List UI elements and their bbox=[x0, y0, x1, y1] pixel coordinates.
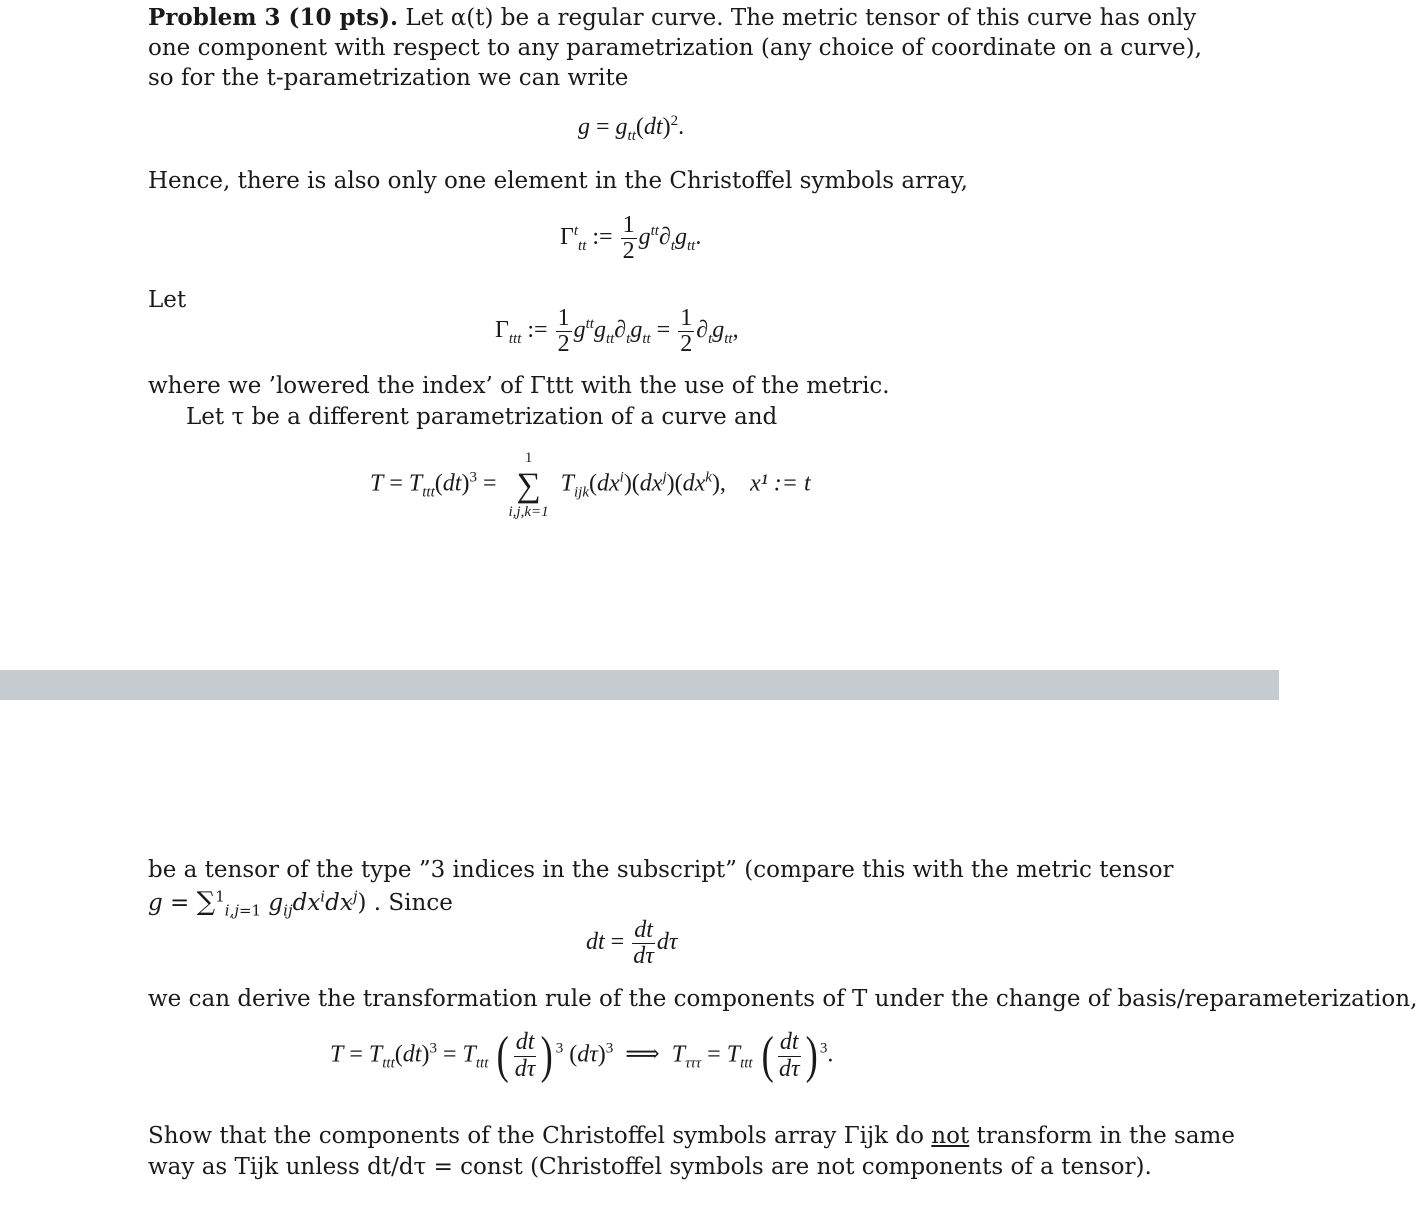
show-line-1-b: transform in the same bbox=[976, 1123, 1235, 1149]
equation-T-right: x¹ := t bbox=[749, 470, 811, 497]
problem-heading: Problem 3 (10 pts). bbox=[148, 4, 399, 31]
intro-line-3: so for the t-parametrization we can write bbox=[148, 65, 629, 91]
equation-T: $T = T_{ttt}(dt)^3$ = 1 ∑ i,j,k=1 $T_{ijk}(dx^i)(dx^j)(dx^k)$, x¹ := t bbox=[370, 450, 811, 520]
tensor-line-1: be a tensor of the type ”3 indices in the subscript” (compare this with the metric tensor bbox=[148, 857, 1174, 883]
show-line-1-a: Show that the components of the Christoffel symbols array Γijk do bbox=[148, 1123, 924, 1149]
show-line-2: way as Tijk unless dt/dτ = const (Christoffel symbols are not components of a tensor). bbox=[148, 1154, 1152, 1180]
equation-transform: $T = T_{ttt}(dt)^3 = T_{ttt}$ ( $\frac{dt}{d\tau}$ ) $^3$ $(d\tau)^3$ ⟹ $T_{\tau\tau\tau} = T_{ttt}$ ( $\frac{dt}{d\tau}$ ) $^3$. bbox=[330, 1027, 834, 1084]
equation-dt: dt = $\frac{dt}{d\tau}$ dτ bbox=[586, 917, 678, 970]
sum-symbol: 1 ∑ i,j,k=1 bbox=[508, 450, 549, 520]
page-separator bbox=[0, 670, 1279, 700]
intro-line-1-text: Let α(t) be a regular curve. The metric tensor of this curve has only bbox=[405, 5, 1197, 31]
show-line-1 bbox=[148, 1125, 1235, 1148]
equation-metric: $g = g_{tt}(dt)^2$. bbox=[578, 113, 685, 144]
tensor-line-2: g = ∑$^1_{i,j=1}$ $g_{ij}dx^idx^j$) . Since bbox=[148, 887, 453, 920]
equation-lowered: $\Gamma_{ttt}$ := $\frac{1}{2}$ $g^{tt}g_{tt}\partial_tg_{tt}$ = $\frac{1}{2}$ $\partial_tg_{tt}$, bbox=[495, 305, 739, 358]
tau-line: Let τ be a different parametrization of a curve and bbox=[186, 404, 778, 430]
intro-line-1 bbox=[148, 6, 1196, 30]
hence-line: Hence, there is also only one element in the Christoffel symbols array, bbox=[148, 168, 968, 194]
tensor-line-2-text: . Since bbox=[373, 890, 453, 916]
intro-line-2: one component with respect to any parametrization (any choice of coordinate on a curve), bbox=[148, 35, 1202, 61]
let-label: Let bbox=[148, 287, 187, 313]
show-line-1-not: not bbox=[931, 1123, 970, 1149]
equation-christoffel: $\Gamma^t_{tt}$ := $\frac{1}{2}$ $g^{tt}\partial_tg_{tt}$. bbox=[560, 212, 702, 265]
lowered-line: where we ’lowered the index’ of Γttt with the use of the metric. bbox=[148, 373, 890, 399]
page-lower bbox=[0, 700, 1417, 1205]
derive-line: we can derive the transformation rule of the components of T under the change of basis/reparameterization, bbox=[148, 986, 1417, 1012]
